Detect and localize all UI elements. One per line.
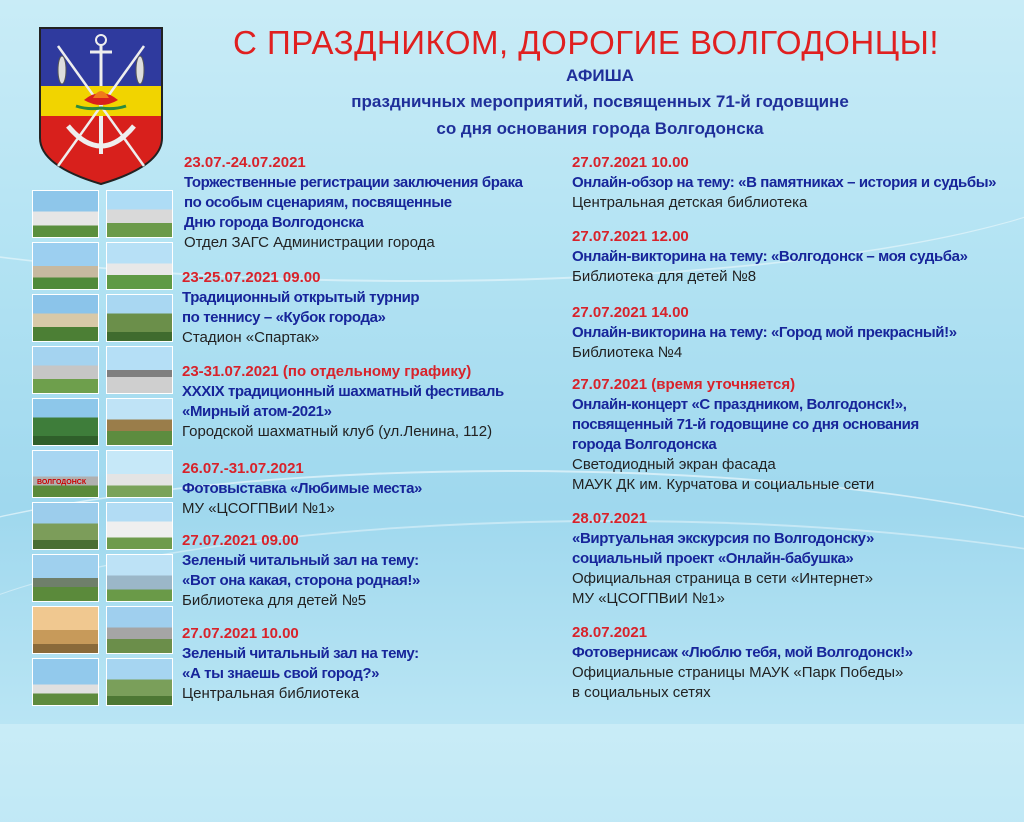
city-photo [106, 502, 173, 550]
city-photo [32, 658, 99, 706]
event-place: Официальные страницы МАУК «Парк Победы» [572, 664, 904, 681]
event-date: 23-25.07.2021 09.00 [182, 269, 321, 286]
photo-caption: ВОЛГОДОНСК [37, 479, 87, 486]
event-title-line: посвященный 71-й годовщине со дня основания [572, 416, 919, 433]
page-title: С ПРАЗДНИКОМ, ДОРОГИЕ ВОЛГОДОНЦЫ! [232, 24, 940, 61]
event-place: Библиотека №4 [572, 344, 683, 361]
event-date: 27.07.2021 12.00 [572, 228, 689, 245]
event-place: МУ «ЦСОГПВиИ №1» [182, 500, 335, 517]
event-date: 28.07.2021 [572, 510, 648, 527]
event-block [572, 303, 972, 363]
event-date: 23.07.-24.07.2021 [184, 154, 306, 171]
event-place: в социальных сетях [572, 684, 711, 701]
city-photo [106, 450, 173, 498]
event-title-line: Зеленый читальный зал на тему: [182, 552, 419, 569]
event-block [182, 459, 582, 519]
event-place: Стадион «Спартак» [182, 329, 320, 346]
city-photo [106, 658, 173, 706]
event-place: Городской шахматный клуб (ул.Ленина, 112) [182, 423, 493, 440]
event-block [572, 509, 972, 609]
event-title-line: «Мирный атом-2021» [182, 403, 332, 420]
event-block [184, 153, 584, 253]
event-place: МАУК ДК им. Курчатова и социальные сети [572, 476, 875, 493]
event-date: 27.07.2021 (время уточняется) [572, 376, 796, 393]
event-title-line: «А ты знаешь свой город?» [182, 665, 380, 682]
event-block [572, 153, 997, 213]
event-date: 27.07.2021 09.00 [182, 532, 299, 549]
city-photo [32, 398, 99, 446]
event-date: 27.07.2021 14.00 [572, 304, 689, 321]
event-title-line: Зеленый читальный зал на тему: [182, 645, 419, 662]
event-title-line: Онлайн-концерт «С праздником, Волгодонск!», [572, 396, 907, 413]
event-title-line: города Волгодонска [572, 436, 717, 453]
event-place: Отдел ЗАГС Администрации города [184, 234, 435, 251]
subtitle-line-1: праздничных мероприятий, посвященных 71-й годовщине [351, 92, 849, 111]
event-title-line: Дню города Волгодонска [184, 214, 364, 231]
city-photo [32, 606, 99, 654]
event-block [182, 531, 582, 611]
event-block [182, 624, 582, 704]
city-photo [32, 502, 99, 550]
city-photo [32, 294, 99, 342]
event-block [182, 268, 582, 348]
event-title-line: Онлайн-викторина на тему: «Волгодонск – моя судьба» [572, 248, 968, 265]
event-date: 23-31.07.2021 (по отдельному графику) [182, 363, 472, 380]
event-place: Центральная библиотека [182, 685, 360, 702]
event-block [572, 375, 972, 495]
afisha-heading: АФИША [566, 66, 634, 85]
city-photo [106, 346, 173, 394]
city-photo [32, 346, 99, 394]
city-photo [106, 398, 173, 446]
event-title-line: Торжественные регистрации заключения брака [184, 174, 523, 191]
city-photo [32, 450, 99, 498]
event-place: МУ «ЦСОГПВиИ №1» [572, 590, 725, 607]
event-place: Библиотека для детей №5 [182, 592, 367, 609]
city-photo [106, 190, 173, 238]
event-place: Библиотека для детей №8 [572, 268, 757, 285]
event-block [572, 623, 972, 703]
city-photo [106, 242, 173, 290]
subtitle-line-2: со дня основания города Волгодонска [436, 119, 764, 138]
city-photo [106, 294, 173, 342]
event-title-line: по теннису – «Кубок города» [182, 309, 386, 326]
event-title-line: Онлайн-обзор на тему: «В памятниках – история и судьбы» [572, 174, 997, 191]
event-date: 28.07.2021 [572, 624, 648, 641]
event-title-line: «Виртуальная экскурсия по Волгодонску» [572, 530, 874, 547]
event-title-line: «Вот она какая, сторона родная!» [182, 572, 420, 589]
event-title-line: Традиционный открытый турнир [182, 289, 420, 306]
event-block [572, 227, 972, 287]
event-date: 26.07.-31.07.2021 [182, 460, 304, 477]
event-date: 27.07.2021 10.00 [572, 154, 689, 171]
event-place: Светодиодный экран фасада [572, 456, 776, 473]
event-place: Официальная страница в сети «Интернет» [572, 570, 874, 587]
city-photo [106, 606, 173, 654]
event-title-line: по особым сценариям, посвященные [184, 194, 452, 211]
city-photo [106, 554, 173, 602]
event-title-line: Онлайн-викторина на тему: «Город мой прекрасный!» [572, 324, 957, 341]
event-title-line: социальный проект «Онлайн-бабушка» [572, 550, 854, 567]
event-title-line: XXXIX традиционный шахматный фестиваль [182, 383, 504, 400]
event-title-line: Фотовернисаж «Люблю тебя, мой Волгодонск!» [572, 644, 913, 661]
event-block [182, 362, 582, 442]
city-photo [32, 242, 99, 290]
city-photo [32, 190, 99, 238]
event-date: 27.07.2021 10.00 [182, 625, 299, 642]
city-coat-of-arms [38, 26, 164, 186]
city-photo [32, 554, 99, 602]
event-title-line: Фотовыставка «Любимые места» [182, 480, 422, 497]
event-place: Центральная детская библиотека [572, 194, 808, 211]
